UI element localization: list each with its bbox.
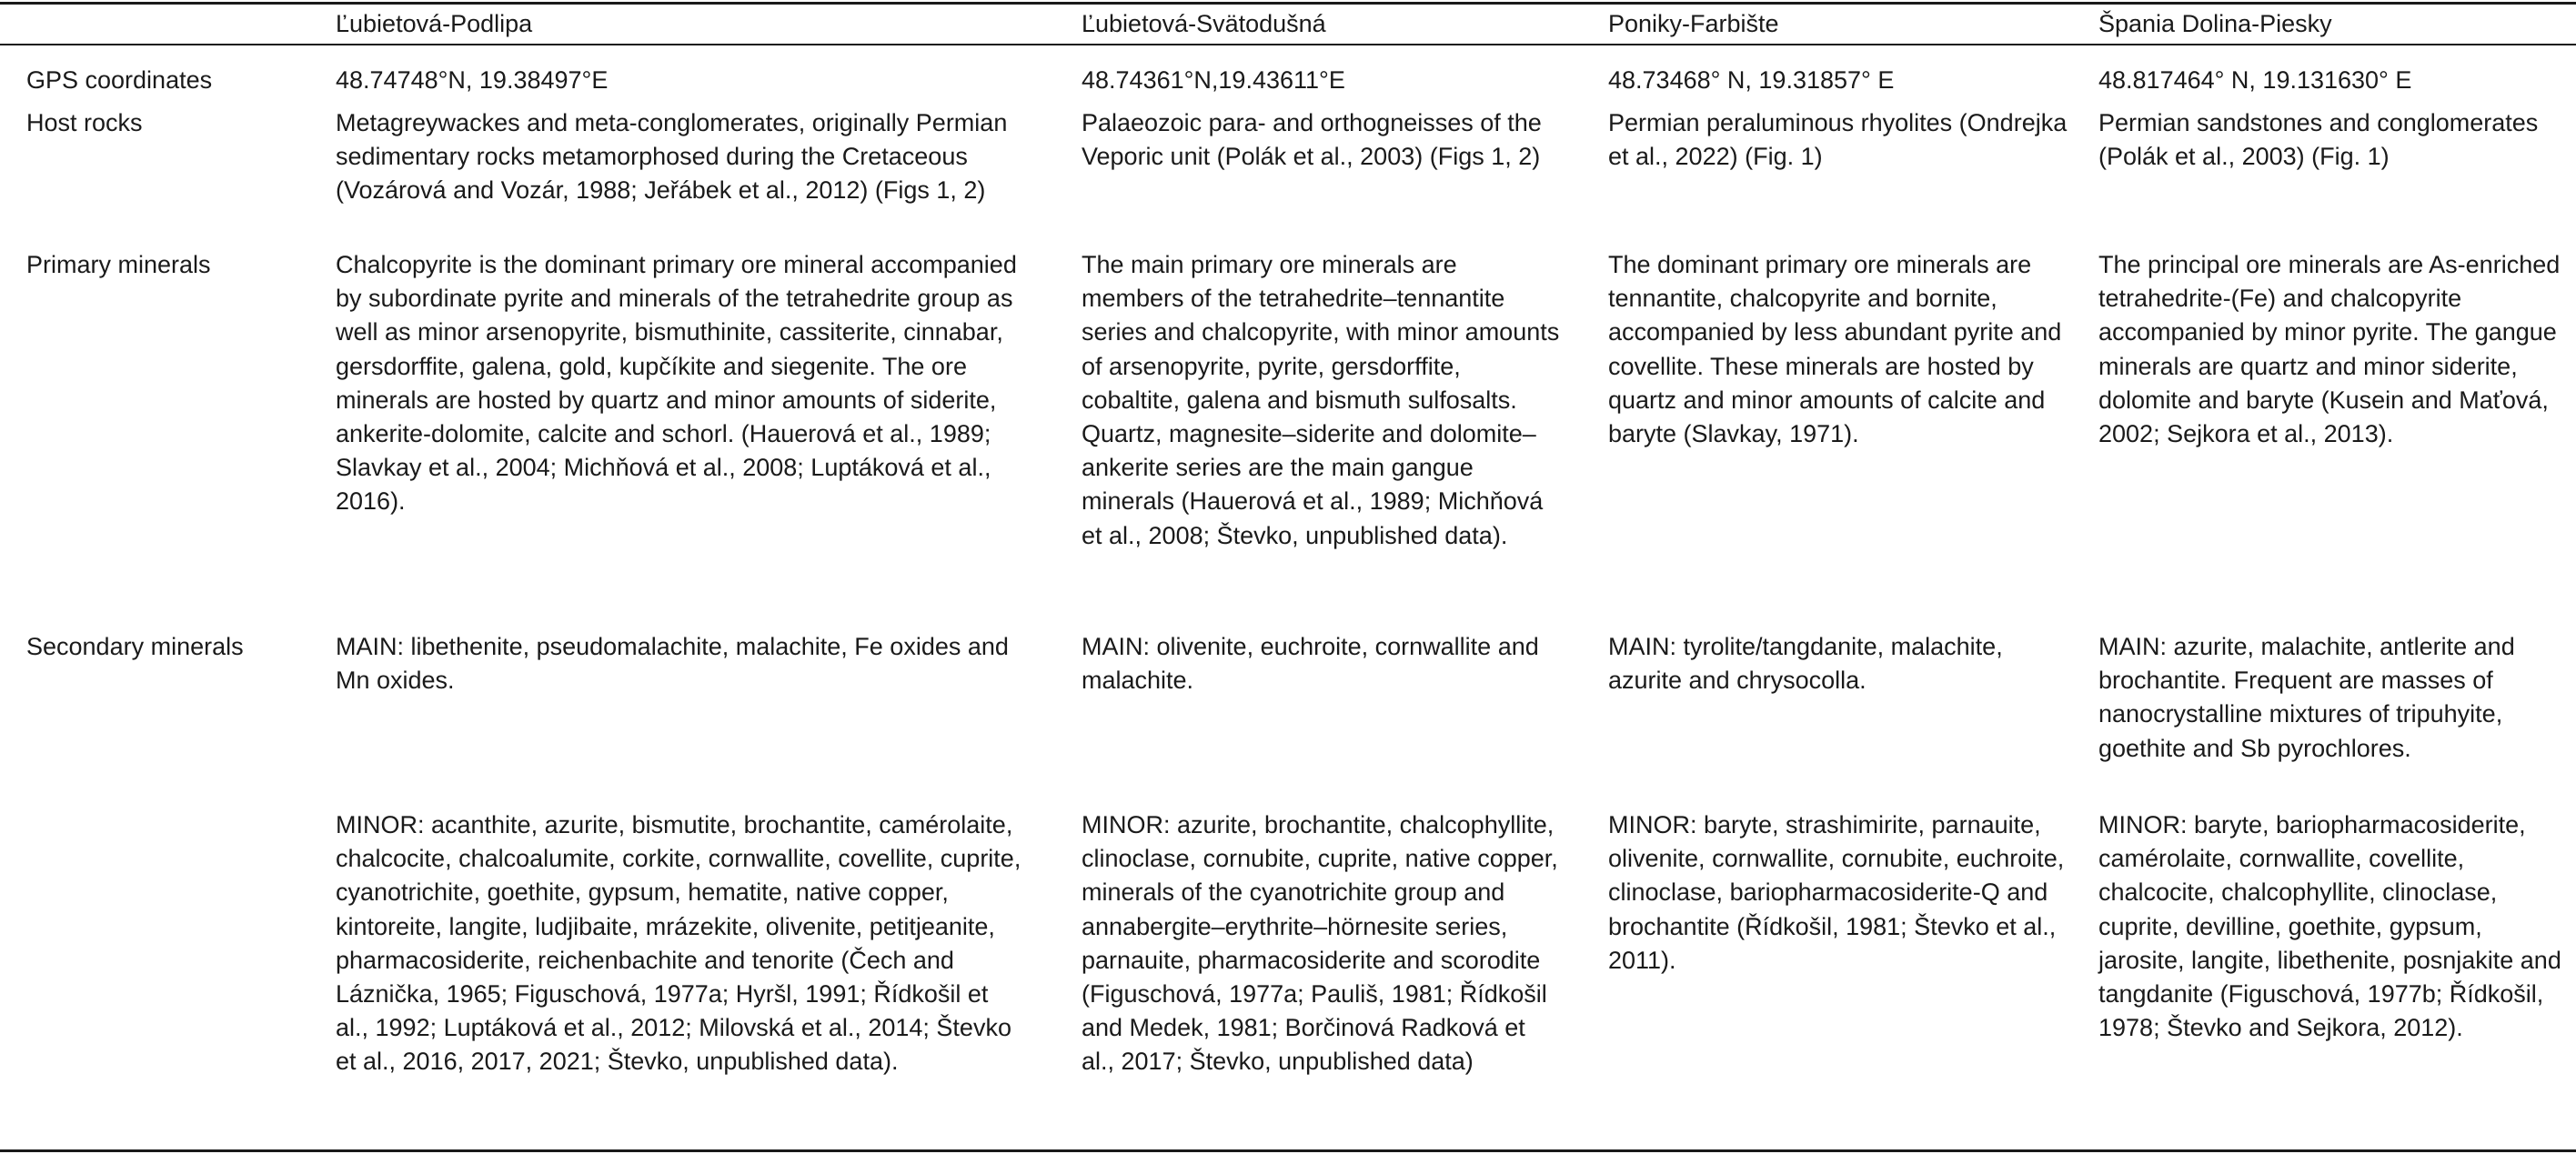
primary-minerals-spania-dolina-piesky: The principal ore minerals are As-enriched tetrahedrite-(Fe) and chalcopyrite accompanied by minor pyrite. The gangue minerals are quartz and minor siderite, dolomite and baryte (Kusein and Maťová, 2002; Sejkora et al., 2013). [2098,251,2561,448]
column-header-lubietova-svatodusna: Ľubietová-Svätodušná [1082,10,1326,37]
secondary-main-lubietova-svatodusna: MAIN: olivenite, euchroite, cornwallite and malachite. [1082,633,1539,695]
primary-minerals-lubietova-podlipa: Chalcopyrite is the dominant primary ore mineral accompanied by subordinate pyrite and minerals of the tetrahedrite group as well as minor arsenopyrite, bismuthinite, cassiterite, cinnabar, gersdorffite, galena, gold, kupčíkite and siegenite. The ore minerals are hosted by quartz and minor amounts of siderite, ankerite-dolomite, calcite and schorl. (Hauerová et al., 1989; Slavkay et al., 2004; Michňová et al., 2008; Luptáková et al., 2016). [336,251,1017,516]
gps-poniky-farbiste: 48.73468° N, 19.31857° E [1608,66,1895,94]
gps-lubietova-podlipa: 48.74748°N, 19.38497°E [336,66,609,94]
host-rocks-spania-dolina-piesky: Permian sandstones and conglomerates (Polák et al., 2003) (Fig. 1) [2098,109,2539,171]
primary-minerals-lubietova-svatodusna: The main primary ore minerals are members of the tetrahedrite–tennantite series and chalcopyrite, with minor amounts of arsenopyrite, pyrite, gersdorffite, cobaltite, galena and bismuth sulfosalts. Quartz, magnesite–siderite and dolomite–ankerite series are the main gangue minerals (Hauerová et al., 1989; Michňová et al., 2008; Števko, unpublished data). [1082,251,1560,549]
secondary-minor-spania-dolina-piesky: MINOR: baryte, bariopharmacosiderite, camérolaite, cornwallite, covellite, chalcocite, chalcophyllite, clinoclase, cuprite, devilline, goethite, gypsum, jarosite, langite, libethenite, posnjakite and tangdanite (Figuschová, 1977b; Řídkošil, 1978; Števko and Sejkora, 2012). [2098,811,2561,1042]
host-rocks-poniky-farbiste: Permian peraluminous rhyolites (Ondrejka et al., 2022) (Fig. 1) [1608,109,2068,171]
host-rocks-lubietova-podlipa: Metagreywackes and meta-conglomerates, originally Permian sedimentary rocks metamorphosed during the Cretaceous (Vozárová and Vozár, 1988; Jeřábek et al., 2012) (Figs 1, 2) [336,109,1008,205]
gps-spania-dolina-piesky: 48.817464° N, 19.131630° E [2098,66,2412,94]
table-top-rule [0,2,2576,5]
secondary-main-poniky-farbiste: MAIN: tyrolite/tangdanite, malachite, azurite and chrysocolla. [1608,633,2003,695]
secondary-minor-lubietova-svatodusna: MINOR: azurite, brochantite, chalcophyllite, clinoclase, cornubite, cuprite, native copper, minerals of the cyanotrichite group and annabergite–erythrite–hörnesite series, parnauite, pharmacosiderite and scorodite (Figuschová, 1977a; Pauliš, 1981; Řídkošil and Medek, 1981; Borčinová Radková et al., 2017; Števko, unpublished data) [1082,811,1558,1076]
secondary-minor-lubietova-podlipa: MINOR: acanthite, azurite, bismutite, brochantite, camérolaite, chalcocite, chalcoalumite, corkite, cornwallite, covellite, cuprite, cyanotrichite, goethite, gypsum, hematite, native copper, kintoreite, langite, ludjibaite, mrázekite, olivenite, petitjeanite, pharmacosiderite, reichenbachite and tenorite (Čech and Láznička, 1965; Figuschová, 1977a; Hyršl, 1991; Řídkošil et al., 1992; Luptáková et al., 2012; Milovská et al., 2014; Števko et al., 2016, 2017, 2021; Števko, unpublished data). [336,811,1021,1076]
row-label-gps: GPS coordinates [26,66,213,94]
secondary-minor-poniky-farbiste: MINOR: baryte, strashimirite, parnauite, olivenite, cornwallite, cornubite, euchroite, clinoclase, bariopharmacosiderite-Q and brochantite (Řídkošil, 1981; Števko et al., 2011). [1608,811,2065,974]
row-label-secondary-minerals: Secondary minerals [26,633,244,660]
table-header-rule [0,44,2576,45]
table-bottom-rule [0,1149,2576,1152]
secondary-main-spania-dolina-piesky: MAIN: azurite, malachite, antlerite and brochantite. Frequent are masses of nanocrystalline mixtures of tripuhyite, goethite and Sb pyrochlores. [2098,633,2515,762]
row-label-host-rocks: Host rocks [26,109,143,136]
column-header-lubietova-podlipa: Ľubietová-Podlipa [336,10,533,37]
row-label-primary-minerals: Primary minerals [26,251,211,278]
host-rocks-lubietova-svatodusna: Palaeozoic para- and orthogneisses of the Veporic unit (Polák et al., 2003) (Figs 1, 2) [1082,109,1542,171]
primary-minerals-poniky-farbiste: The dominant primary ore minerals are tennantite, chalcopyrite and bornite, accompanied by less abundant pyrite and covellite. These minerals are hosted by quartz and minor amounts of calcite and baryte (Slavkay, 1971). [1608,251,2062,448]
secondary-main-lubietova-podlipa: MAIN: libethenite, pseudomalachite, malachite, Fe oxides and Mn oxides. [336,633,1009,695]
column-header-poniky-farbiste: Poniky-Farbište [1608,10,1779,37]
column-header-spania-dolina-piesky: Špania Dolina-Piesky [2098,10,2332,37]
gps-lubietova-svatodusna: 48.74361°N,19.43611°E [1082,66,1345,94]
